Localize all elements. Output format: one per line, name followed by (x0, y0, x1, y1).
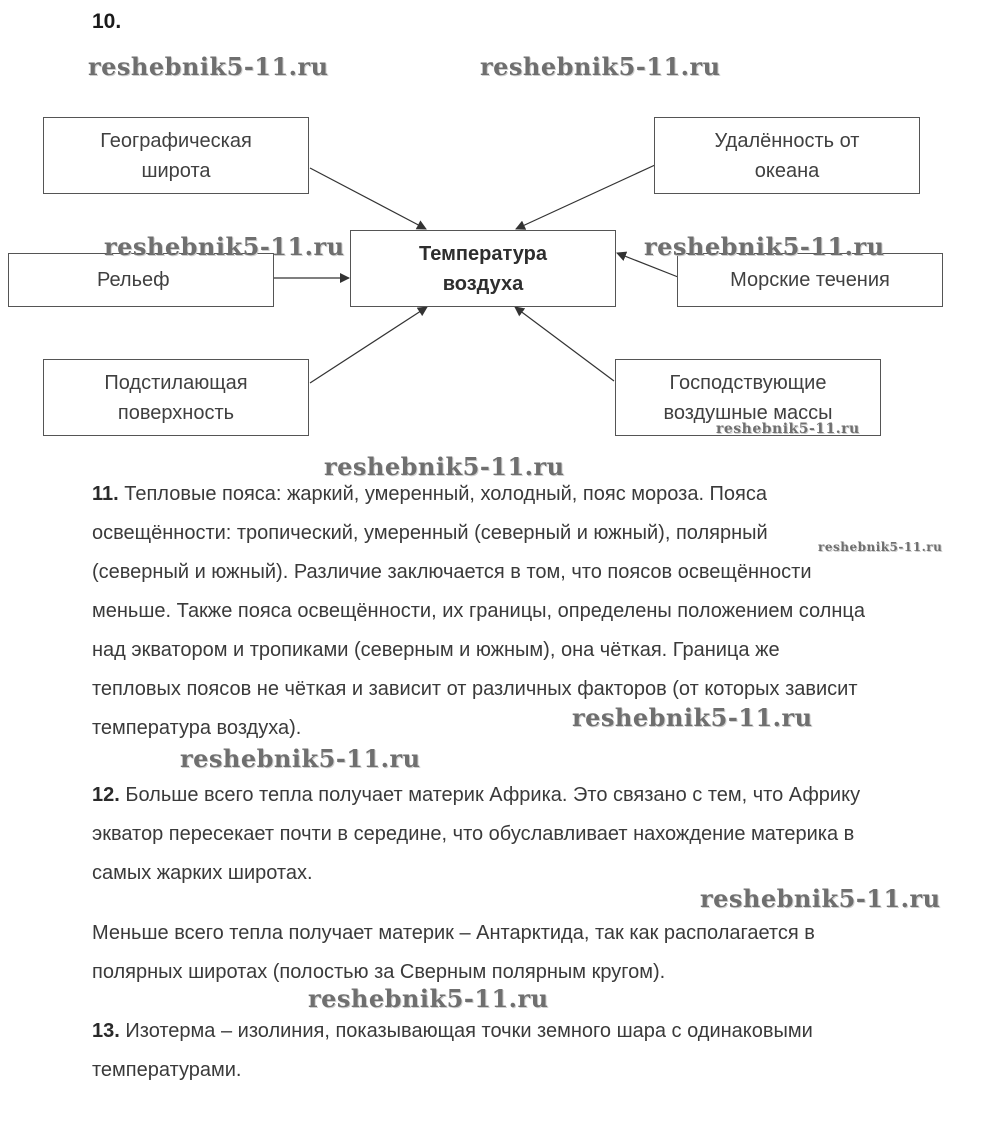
arrow-underlying-surface (310, 307, 427, 383)
task-12-number: 12. (92, 784, 120, 806)
text-line: 11. Тепловые пояса: жаркий, умеренный, холодный, пояс мороза. Пояса (92, 483, 768, 505)
text-line: самых жарких широтах. (92, 862, 313, 884)
watermark: reshebnik5-11.ru (716, 421, 860, 437)
node-relief: Рельеф (8, 253, 274, 307)
task-10-number: 10. (92, 10, 122, 33)
watermark: reshebnik5-11.ru (180, 744, 421, 773)
node-geographic-latitude: Географическая широта (43, 117, 309, 194)
task-11-answer (92, 475, 982, 748)
text-line: тепловых поясов не чёткая и зависит от различных факторов (от которых зависит (92, 678, 858, 700)
arrow-latitude (310, 168, 426, 229)
node-prevailing-air-masses: Господствующие воздушные массы (615, 359, 881, 436)
watermark: reshebnik5-11.ru (104, 232, 345, 261)
node-sea-currents: Морские течения (677, 253, 943, 307)
node-air-temperature: Температура воздуха (350, 230, 616, 307)
node-underlying-surface: Подстилающая поверхность (43, 359, 309, 436)
watermark: reshebnik5-11.ru (308, 984, 549, 1013)
text-line: (северный и южный). Различие заключается в том, что поясов освещённости (92, 561, 812, 583)
text-line: освещённости: тропический, умеренный (северный и южный), полярный (92, 522, 768, 544)
text-line: температурами. (92, 1059, 242, 1081)
task-13-number: 13. (92, 1020, 120, 1042)
text-line: Меньше всего тепла получает материк – Антарктида, так как располагается в (92, 922, 815, 944)
watermark: reshebnik5-11.ru (324, 452, 565, 481)
task-11-number: 11. (92, 483, 119, 505)
text-line: 12. Больше всего тепла получает материк Африка. Это связано с тем, что Африку (92, 784, 861, 806)
node-distance-from-ocean: Удалённость от океана (654, 117, 920, 194)
arrow-air-masses (515, 307, 614, 381)
watermark: reshebnik5-11.ru (700, 884, 941, 913)
watermark: reshebnik5-11.ru (818, 540, 943, 554)
watermark: reshebnik5-11.ru (480, 52, 721, 81)
task-12-answer (92, 776, 982, 893)
arrow-ocean-distance (516, 165, 655, 229)
text-line: полярных широтах (полостью за Сверным полярным кругом). (92, 961, 666, 983)
text-line: меньше. Также пояса освещённости, их границы, определены положением солнца (92, 600, 865, 622)
watermark: reshebnik5-11.ru (572, 703, 813, 732)
text-line: температура воздуха). (92, 717, 302, 739)
watermark: reshebnik5-11.ru (88, 52, 329, 81)
task-12-answer-part-2 (92, 914, 982, 992)
text-line: 13. Изотерма – изолиния, показывающая точки земного шара с одинаковыми (92, 1020, 813, 1042)
text-line: экватор пересекает почти в середине, что обуславливает нахождение материка в (92, 823, 855, 845)
task-13-answer (92, 1012, 982, 1090)
watermark: reshebnik5-11.ru (644, 232, 885, 261)
text-line: над экватором и тропиками (северным и южным), она чёткая. Граница же (92, 639, 780, 661)
